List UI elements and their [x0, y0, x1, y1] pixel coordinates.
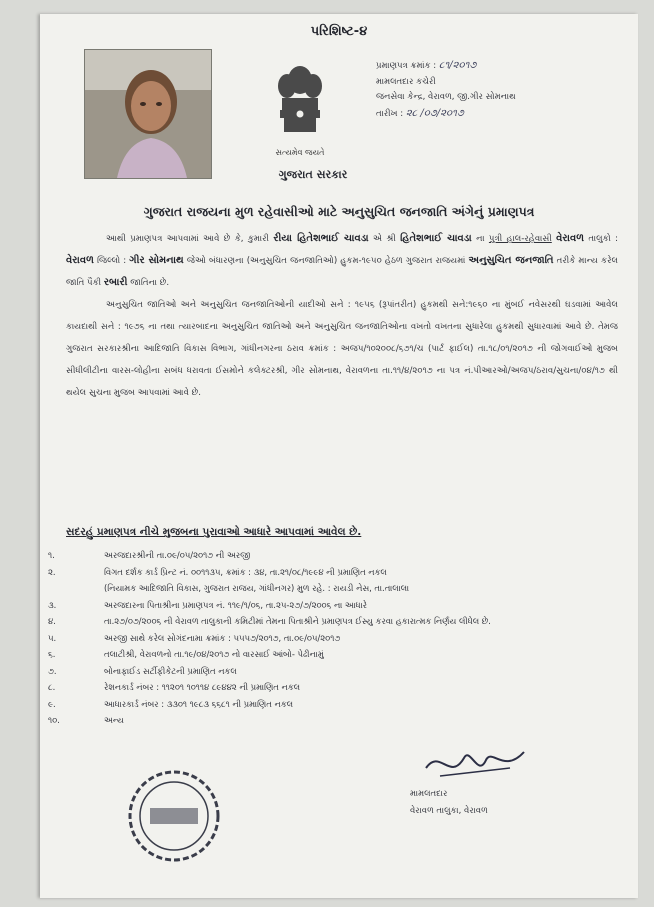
para1-text-6: જિલ્લો :	[97, 256, 127, 266]
document-title: ગુજરાત રાજયના મુળ રહેવાસીઓ માટે અનુસુચિત જનજાતિ અંગેનું પ્રમાણપત્ર	[143, 204, 535, 219]
evidence-text: રેશનકાર્ડ નંબર : ૧૧૨૦૧ ૧૦૧૧૪ ૮૯૪૪૨ ની પ્રમાણિત નકલ	[104, 682, 300, 692]
evidence-text: બોનાફાઈડ સર્ટીફીકેટની પ્રમાણિત નકલ	[104, 665, 237, 676]
officer-office: વેરાવળ તાલુકા, વેરાવળ	[410, 806, 488, 816]
evidence-number: ૯.	[48, 698, 56, 709]
evidence-text: અરજદારશ્રીની તા.૦૯/૦૫/૨૦૧૭ ની અરજી	[104, 550, 251, 560]
certificate-number-label: પ્રમાણપત્ર ક્રમાંક :	[376, 61, 437, 71]
evidence-number: ૮.	[48, 682, 56, 692]
evidence-number: ૧.	[48, 550, 55, 560]
evidence-item	[44, 663, 618, 680]
certificate-body	[66, 228, 618, 404]
issuing-officer	[410, 786, 488, 820]
evidence-number: ૧૦.	[48, 715, 60, 725]
tribe-category: અનુસુચિત જનજાતિ	[468, 255, 554, 266]
evidence-item	[44, 547, 618, 564]
official-round-stamp	[124, 766, 224, 866]
evidence-text: અરજદારના પિતાશ્રીના પ્રમાણપત્ર નં. ૧૧૯/૧/૦૬, તા.૨૫-૨૭/૭/૨૦૦૬ ના આધારે	[104, 599, 367, 610]
certificate-number-value: ૮૧/૨૦૧૭	[438, 60, 477, 71]
evidence-item	[44, 646, 618, 663]
issuer-office: મામલતદાર કચેરી	[376, 76, 436, 87]
evidence-text: તા.૨૭/૦૭/૨૦૦૬ ની વેરાવળ તાલુકાની કમિટીમાં તેમના પિતાશ્રીને પ્રમાણપત્ર ઈસ્યુ કરવા હકારાત્મક નિર્ણય લીધેલ છે.	[104, 616, 491, 626]
government-title: ગુજરાત સરકાર	[278, 168, 348, 181]
evidence-number: ૩.	[48, 599, 57, 610]
evidence-text: તલાટીશ્રી, વેરાવળનો તા.૧૯/૦૪/૨૦૧૭ નો વારસાઈ આંબો- પેઢીનામું	[104, 649, 324, 659]
evidence-text: અન્ય	[104, 715, 124, 725]
evidence-item	[44, 679, 618, 696]
residence-village: વેરાવળ	[556, 233, 585, 244]
para1-text-4: પુત્રી હાલ-રહેવાસી	[488, 234, 552, 244]
caste-value: રબારી	[103, 277, 128, 288]
applicant-photo	[84, 49, 212, 179]
evidence-item	[44, 712, 618, 729]
evidence-text: આધારકાર્ડ નંબર : ૩૩૦૧ ૧૯૮૩ ૬૬૮૧ ની પ્રમાણિત નકલ	[104, 698, 293, 709]
evidence-item	[44, 613, 618, 630]
para1-text-5: તાલુકો :	[588, 234, 619, 244]
evidence-number: ૬.	[48, 649, 56, 659]
evidence-number: ૭.	[48, 665, 57, 676]
certificate-number-row	[376, 58, 516, 75]
evidence-heading: સદરહું પ્રમાણપત્ર નીચે મુજબના પુરાવાઓ આધારે આપવામાં આવેલ છે.	[66, 526, 362, 538]
evidence-item	[44, 564, 618, 581]
father-name: હિતેશભાઈ ચાવડા	[400, 233, 472, 244]
taluka-value: વેરાવળ	[66, 255, 94, 266]
para1-text-1: આથી પ્રમાણપત્ર આપવામાં આવે છે કે, કુમારી	[106, 234, 269, 244]
para1-text-9: જાતિના છે.	[130, 278, 170, 288]
district-value: ગીર સોમનાથ	[129, 255, 184, 266]
evidence-item	[44, 630, 618, 647]
evidence-number: ૪.	[48, 616, 56, 626]
evidence-text: (નિયામક આદિજાતિ વિકાસ, ગુજરાત રાજય, ગાંધીનગર) મુળ રહે. : રાયડી નેસ, તા.તાલાલા	[104, 583, 410, 593]
evidence-item	[44, 696, 618, 713]
para1-text-3: ના	[476, 234, 485, 244]
evidence-text: અરજી સાથે કરેલ સોગંદનામા ક્રમાંક : ૫૫૫૭/૨૦૧૭, તા.૦૯/૦૫/૨૦૧૭	[104, 632, 341, 643]
evidence-text: વિગત દર્શક કાર્ડ પ્રિન્ટ નં. ૦૦૧૧૩૫, ક્રમાંક : ૩૪, તા.૨૧/૦૮/૧૯૯૪ ની પ્રમાણિત નકલ	[104, 566, 387, 577]
evidence-number: ૫.	[48, 632, 57, 643]
date-value: ૨૮ /૦૭/૨૦૧૭	[405, 107, 464, 119]
para1-text-7: જેઓ બંધારણના (અનુસુચિત જનજાતિઓ) હુકમ-૧૯૫૦ હેઠળ ગુજરાત રાજયમાં	[186, 256, 466, 266]
issuer-address: જનસેવા કેન્દ્ર, વેરાવળ, જી.ગીર સોમનાથ	[376, 92, 516, 102]
officer-title: મામલતદાર	[410, 789, 448, 799]
emblem-motto: સત્યમેવ જયતે	[275, 148, 325, 157]
para1-text-8: તરીકે માન્ય કરેલ જાતિ પૈકી	[66, 256, 619, 288]
certificate-meta	[376, 58, 516, 122]
date-row	[376, 106, 516, 123]
applicant-name: રીયા હિતેશભાઈ ચાવડા	[273, 233, 369, 244]
officer-signature	[420, 738, 530, 788]
evidence-number: ૨.	[48, 566, 56, 577]
evidence-item	[44, 580, 618, 597]
national-emblem-icon	[270, 58, 330, 178]
legal-basis-paragraph: અનુસુચિત જાતિઓ અને અનુસુચિત જનજાતિઓની યાદીઓ સને : ૧૯૫૬ (રૂપાંતરીત) હુકમથી સને:૧૯૬૦ ના મુંબઈ નવેસરથી ઘડવામાં આવેલ કાયદાથી સને : ૧૯૭૬ ના તથા ત્યારબાદના અનુસુચિત જાતિઓ અને અનુસુચિત જનજાતિઓના વખતો વખતના સુધારેલા હુકમથી સુધારવામાં આવે છે. તેમજ ગુજરાત સરકારશ્રીના આદિજાતિ વિકાસ વિભાગ, ગાંધીનગરના ઠરાવ ક્રમાંક : અજપ/૧૦૨૦૦૮/૬૭૧/ચ (પાર્ટ ફાઈલ) તા.૧૮/૦૧/૨૦૧૭ ની જોગવાઈઓ મુજબ સીધીલીટીના વારસ-લોહીના સબંધ ધરાવતા ઈસમોને કલેક્ટરશ્રી, ગીર સોમનાથ, વેરાવળના તા.૧૧/૪/૨૦૧૭ ના પત્ર નં.પીઆરઓ/અજપ/ઠરાવ/સુચના/૦૪/૧૭ થી થયેલ સુચના મુજબ આપવામાં આવે છે.	[66, 300, 618, 398]
date-label: તારીખ :	[376, 108, 404, 119]
certificate-page	[40, 14, 638, 898]
evidence-list	[44, 547, 618, 729]
para1-text-2: એ શ્રી	[372, 234, 396, 244]
evidence-item	[44, 597, 618, 614]
evidence-number	[44, 580, 104, 597]
certification-paragraph	[66, 228, 618, 294]
annexure-label: પરિશિષ્ટ-૪	[310, 24, 368, 39]
child-portrait-image	[85, 50, 211, 178]
